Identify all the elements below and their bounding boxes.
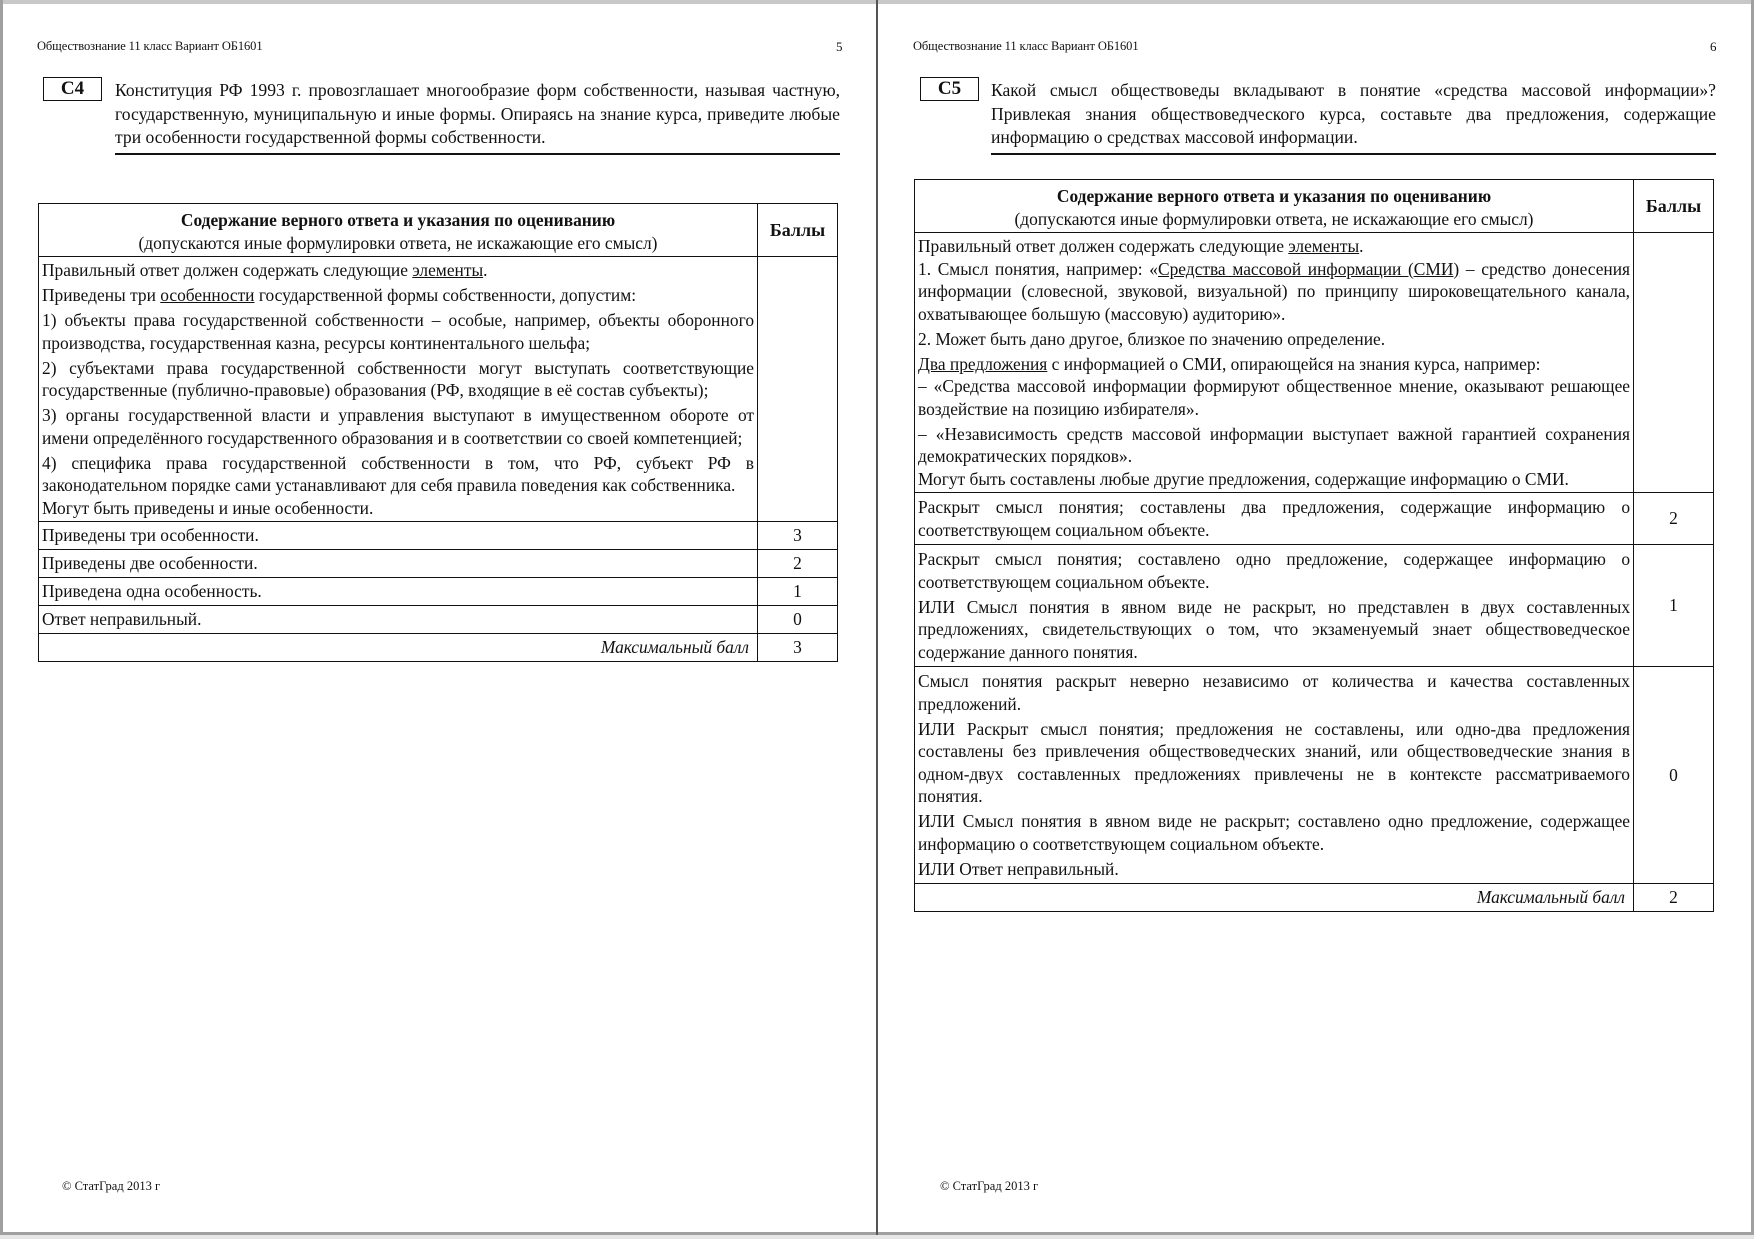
criteria-paragraph: Раскрыт смысл понятия; составлено одно предложение, содержащее информацию о соответствующем социальном объекте.: [918, 549, 1631, 592]
header-subtitle: (допускаются иные формулировки ответа, не искажающие его смысл): [138, 232, 658, 253]
answer-content: [915, 233, 1634, 493]
criteria-text: Приведены две особенности.: [39, 550, 758, 578]
table-header-row: [39, 204, 838, 257]
answer-item-2: 2. Может быть дано другое, близкое по значению определение.: [918, 328, 1386, 349]
page-5: [3, 0, 876, 1232]
task-label-c5: С5: [920, 77, 979, 101]
criteria-score: 2: [758, 550, 838, 578]
answer-intro: [42, 259, 754, 282]
footer-copyright: © СтатГрад 2013 г: [62, 1179, 161, 1193]
intro-text: Правильный ответ должен содержать следующие: [918, 236, 1289, 256]
criteria-score: 1: [1634, 545, 1714, 667]
answer-intro: [918, 235, 1630, 258]
sentences-underlined: Два предложения: [918, 353, 1048, 374]
grading-table-c4: [38, 203, 838, 662]
criteria-score: 2: [1634, 493, 1714, 545]
answer-closing: Могут быть приведены и иные особенности.: [42, 497, 374, 518]
answer-item: 4) специфика права государственной собственности в том, что РФ, субъект РФ в законодательном порядке сами устанавливают для себя правила поведения как собственника.: [42, 452, 755, 495]
criteria-paragraph: ИЛИ Смысл понятия в явном виде не раскрыт; составлено одно предложение, содержащее информацию о соответствующем социальном объекте.: [918, 811, 1631, 854]
criteria-score: 0: [1634, 667, 1714, 884]
criteria-row: [915, 667, 1714, 884]
criteria-text: [915, 545, 1634, 667]
criteria-row: [915, 493, 1714, 545]
intro-underlined: элементы: [1288, 236, 1360, 256]
criteria-text: [915, 493, 1634, 545]
max-score-label: Максимальный балл: [915, 884, 1634, 912]
criteria-text: Приведена одна особенность.: [39, 578, 758, 606]
answer-row: [915, 233, 1714, 493]
answer-lead: [42, 284, 754, 307]
answer-row: [39, 257, 838, 522]
criteria-score: 0: [758, 606, 838, 634]
max-score-label: Максимальный балл: [39, 634, 758, 662]
criteria-paragraph: ИЛИ Раскрыт смысл понятия; предложения не составлены, или одно-два предложения составлены без привлечения обществоведческих знаний, или обществоведческие знания в одном-двух составленных предложениях привлечены не в контексте рассматриваемого понятия.: [918, 718, 1631, 806]
answer-item: 3) органы государственной власти и управления выступают в имущественном обороте от имени определённого государственного образования и в соответствии со своей компетенцией;: [42, 405, 755, 448]
answer-example: – «Независимость средств массовой информации выступает важной гарантией сохранения демократических порядков».: [918, 423, 1631, 466]
max-score-value: 3: [758, 634, 838, 662]
criteria-text: [915, 667, 1634, 884]
criteria-row: [39, 522, 838, 550]
max-score-row: [915, 884, 1714, 912]
lead-suffix: государственной формы собственности, допустим:: [254, 285, 637, 305]
intro-text: Правильный ответ должен содержать следующие: [42, 260, 413, 280]
criteria-score: 3: [758, 522, 838, 550]
criteria-paragraph: Смысл понятия раскрыт неверно независимо от количества и качества составленных предложений.: [918, 671, 1631, 714]
lead-underlined: особенности: [160, 285, 255, 305]
header-content: [915, 180, 1634, 233]
sentences-suffix: с информацией о СМИ, опирающейся на знания курса, например:: [1047, 353, 1541, 374]
criteria-score: 1: [758, 578, 838, 606]
criteria-row: [39, 606, 838, 634]
page-number: 5: [836, 39, 843, 54]
max-score-value: 2: [1634, 884, 1714, 912]
page-number: 6: [1710, 39, 1717, 54]
lead-text: Приведены три: [42, 285, 161, 305]
answer-item: 2) субъектами права государственной собственности могут выступать соответствующие государственные (публично-правовые) образования (РФ, входящие в её состав субъекты);: [42, 357, 755, 400]
item1-underlined: Средства массовой информации (СМИ): [1158, 258, 1460, 279]
running-head: Обществознание 11 класс Вариант ОБ1601: [913, 39, 1139, 53]
intro-suffix: .: [483, 260, 488, 280]
criteria-text: Приведены три особенности.: [39, 522, 758, 550]
criteria-row: [915, 545, 1714, 667]
header-content: [39, 204, 758, 257]
task-label-c4: С4: [43, 77, 102, 101]
task-question-text: Конституция РФ 1993 г. провозглашает многообразие форм собственности, называя частную, государственную, муниципальную и иные формы. Опираясь на знание курса, приведите любые три особенности государственной формы собственности.: [115, 80, 840, 147]
criteria-row: [39, 550, 838, 578]
viewer-frame-bottom-shadow: [0, 1235, 1754, 1239]
task-question-c5: [991, 79, 1716, 155]
header-score: Баллы: [1634, 180, 1714, 233]
footer-copyright: © СтатГрад 2013 г: [940, 1179, 1039, 1193]
criteria-row: [39, 578, 838, 606]
running-head: Обществознание 11 класс Вариант ОБ1601: [37, 39, 263, 53]
criteria-text: Ответ неправильный.: [39, 606, 758, 634]
item1-suffix: – средство донесения информации (словесной, звуковой, визуальной) по принципу широковещательного канала, охватывающее большую (массовую) аудиторию».: [918, 258, 1631, 324]
answer-item-1: [918, 258, 1630, 326]
grading-table-c5: [914, 179, 1714, 912]
max-score-row: [39, 634, 838, 662]
criteria-paragraph: ИЛИ Ответ неправильный.: [918, 858, 1119, 879]
intro-underlined: элементы: [412, 260, 484, 280]
answer-sentences-lead: [918, 353, 1630, 376]
header-title: Содержание верного ответа и указания по оцениванию: [180, 210, 616, 230]
table-header-row: [915, 180, 1714, 233]
answer-example: – «Средства массовой информации формируют общественное мнение, оказывают решающее воздействие на позицию избирателя».: [918, 376, 1631, 419]
criteria-paragraph: ИЛИ Смысл понятия в явном виде не раскрыт, но представлен в двух составленных предложениях, свидетельствующих о том, что экзаменуемый знает обществоведческое содержание данного понятия.: [918, 596, 1631, 662]
header-title: Содержание верного ответа и указания по оцениванию: [1056, 186, 1492, 206]
header-subtitle: (допускаются иные формулировки ответа, не искажающие его смысл): [1014, 208, 1534, 229]
answer-item: 1) объекты права государственной собственности – особые, например, объекты оборонного производства, государственная казна, ресурсы континентального шельфа;: [42, 310, 755, 353]
answer-score-empty: [758, 257, 838, 522]
answer-content: [39, 257, 758, 522]
header-score: Баллы: [758, 204, 838, 257]
answer-score-empty: [1634, 233, 1714, 493]
page-6: [878, 0, 1751, 1232]
criteria-paragraph: Раскрыт смысл понятия; составлены два предложения, содержащие информацию о соответствующем социальном объекте.: [918, 497, 1631, 540]
intro-suffix: .: [1359, 236, 1364, 256]
item1-text: 1. Смысл понятия, например: «: [918, 258, 1158, 279]
task-question-text: Какой смысл обществоведы вкладывают в понятие «средства массовой информации»? Привлекая знания обществоведческого курса, составьте два предложения, содержащие информацию о средствах массовой информации.: [991, 80, 1716, 147]
answer-closing: Могут быть составлены любые другие предложения, содержащие информацию о СМИ.: [918, 468, 1569, 489]
task-question-c4: [115, 79, 840, 155]
